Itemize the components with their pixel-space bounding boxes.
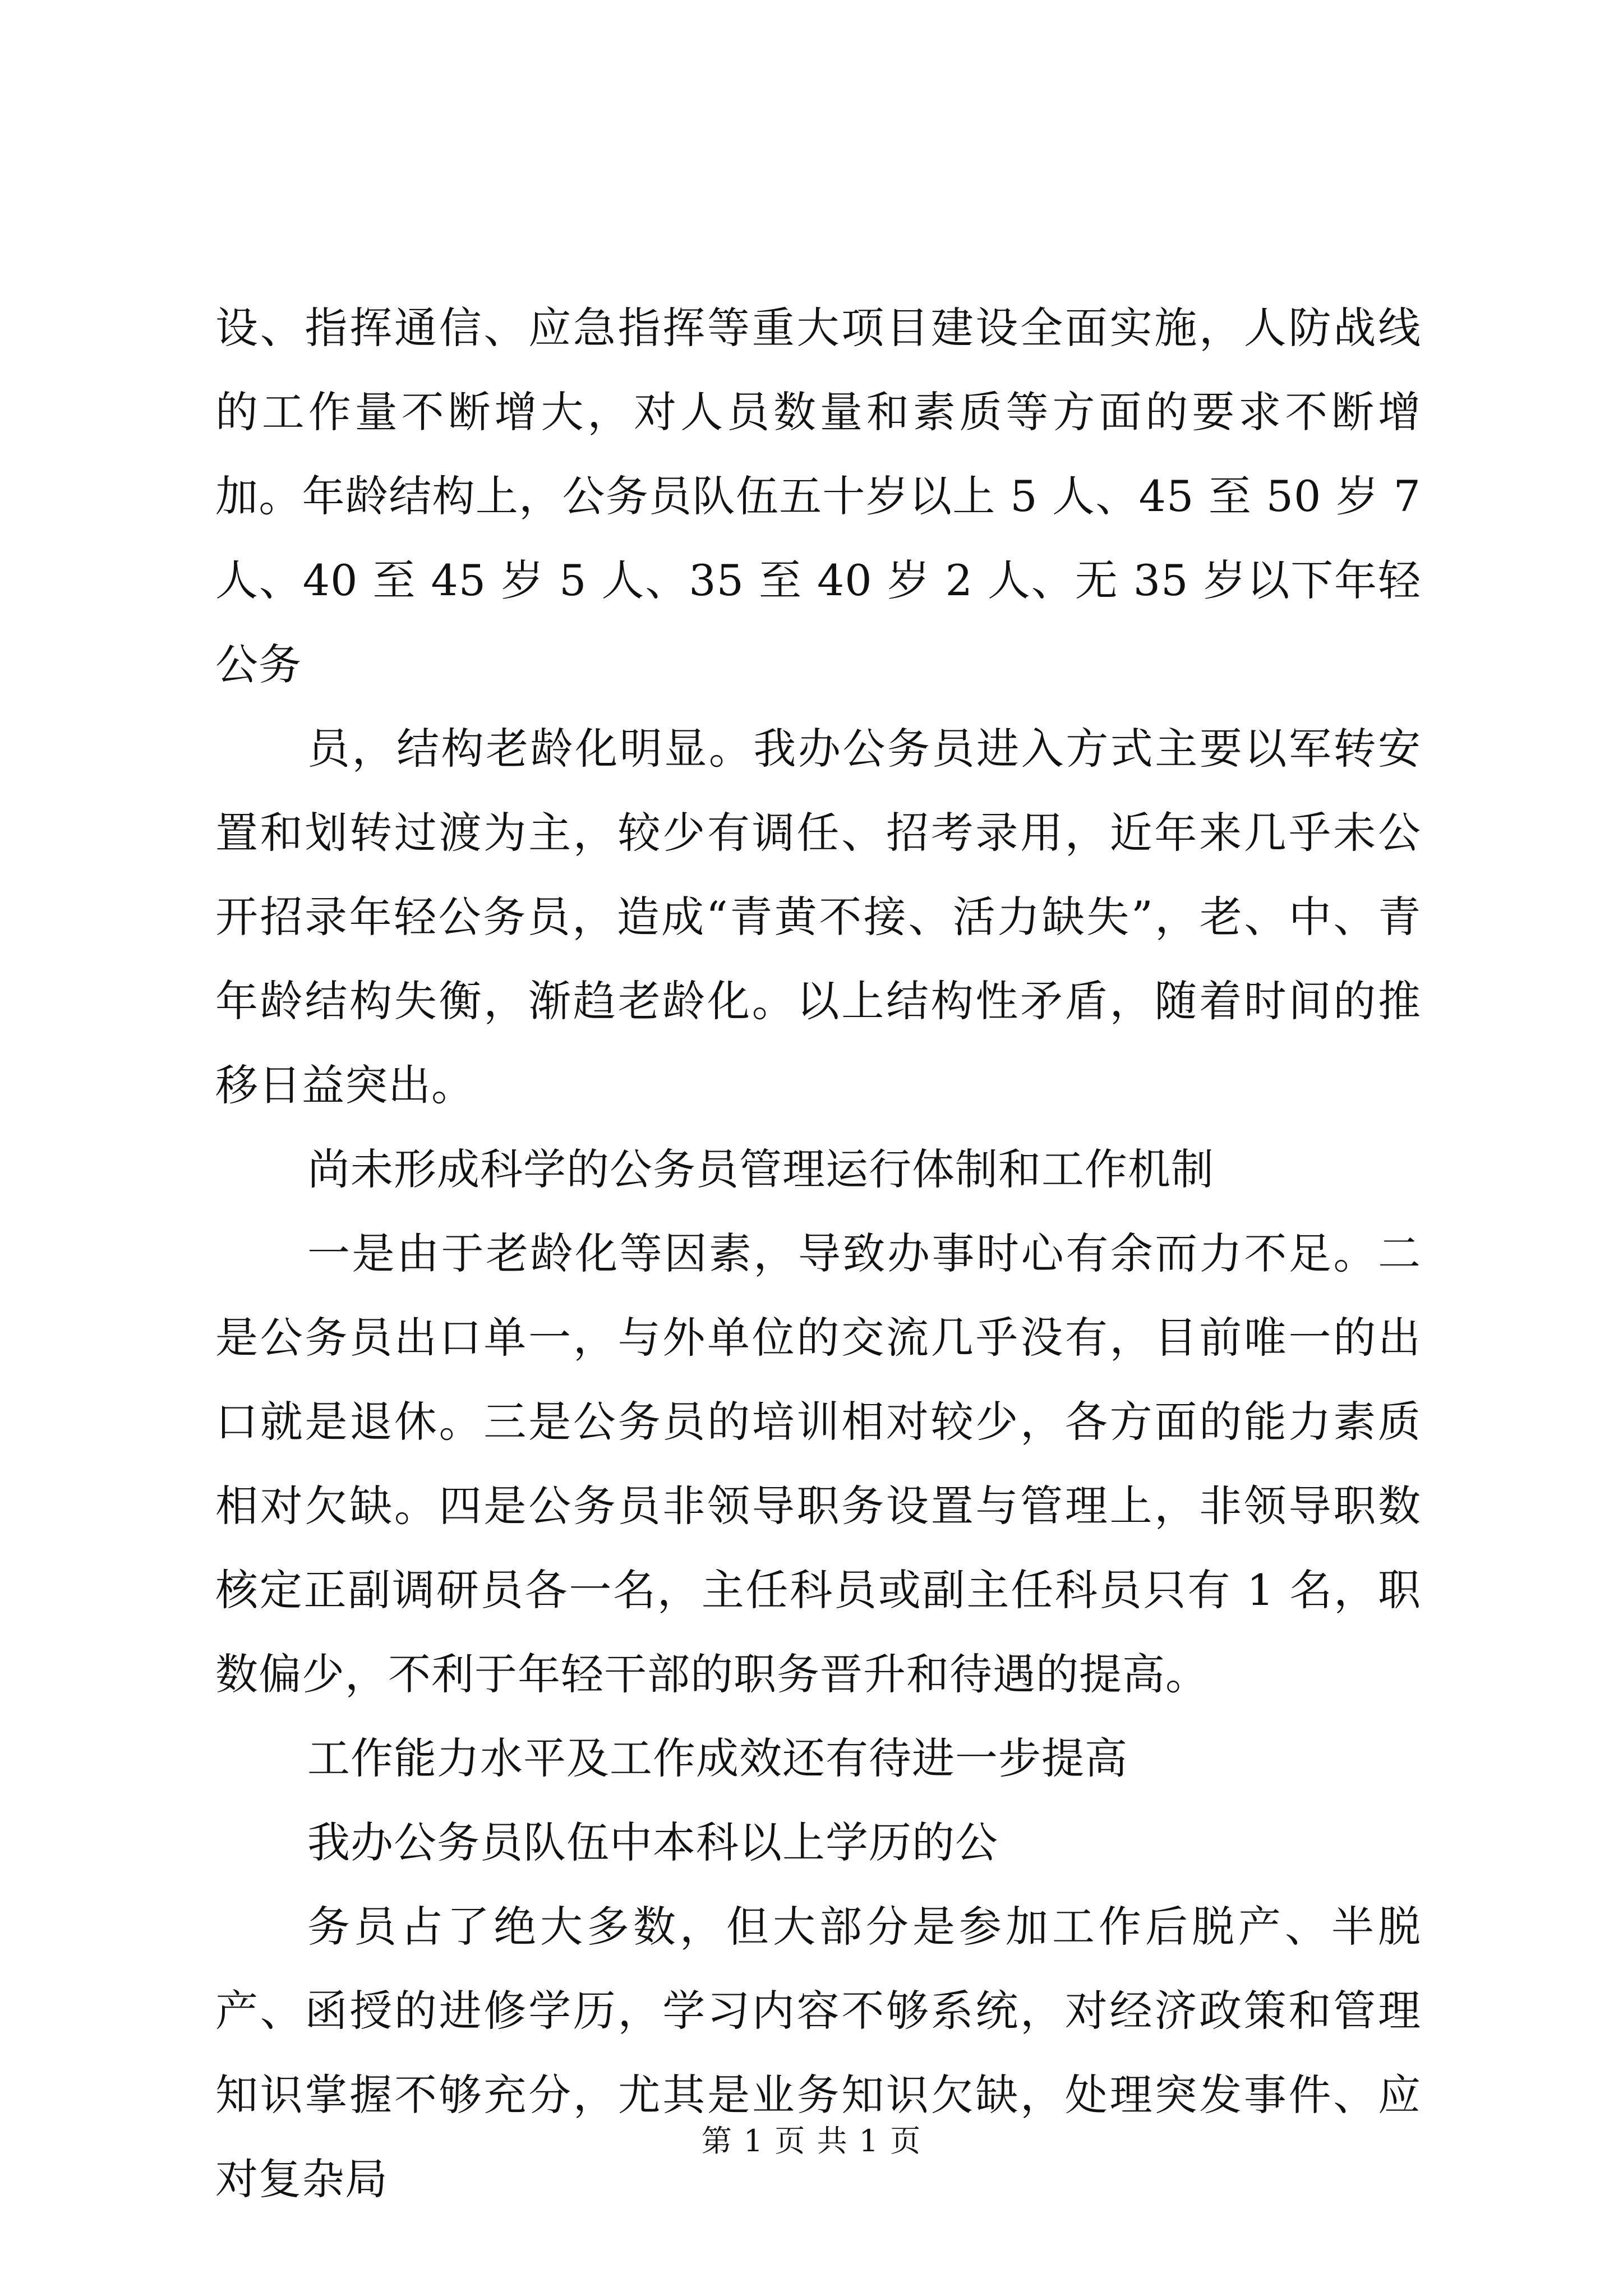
paragraph-2: 员，结构老龄化明显。我办公务员进入方式主要以军转安置和划转过渡为主，较少有调任、招考录用，近年来几乎未公开招录年轻公务员，造成“青黄不接、活力缺失”，老、中、青年龄结构失衡，渐趋老龄化。以上结构性矛盾，随着时间的推移日益突出。	[215, 724, 1421, 1110]
section-heading-ability: 工作能力水平及工作成效还有待进一步提高	[307, 1733, 1128, 1783]
page-footer: 第 1 页 共 1 页	[701, 2123, 922, 2159]
paragraph-5: 务员占了绝大多数，但大部分是参加工作后脱产、半脱产、函授的进修学历，学习内容不够系统，对经济政策和管理知识掌握不够充分，尤其是业务知识欠缺，处理突发事件、应对复杂局	[215, 1902, 1421, 2204]
paragraph-1: 设、指挥通信、应急指挥等重大项目建设全面实施，人防战线的工作量不断增大，对人员数量和素质等方面的要求不断增加。年龄结构上，公务员队伍五十岁以上 5 人、45 至 50 岁 7 人、40 至 45 岁 5 人、35 至 40 岁 2 人、无 35 岁以下年轻公务	[215, 303, 1421, 689]
document-body	[215, 286, 1421, 2221]
paragraph-4: 我办公务员队伍中本科以上学历的公	[307, 1818, 998, 1867]
paragraph-3: 一是由于老龄化等因素，导致办事时心有余而力不足。二是公务员出口单一，与外单位的交流几乎没有，目前唯一的出口就是退休。三是公务员的培训相对较少，各方面的能力素质相对欠缺。四是公务员非领导职务设置与管理上，非领导职数核定正副调研员各一名，主任科员或副主任科员只有 1 名，职数偏少，不利于年轻干部的职务晋升和待遇的提高。	[215, 1228, 1421, 1699]
section-heading-management: 尚未形成科学的公务员管理运行体制和工作机制	[307, 1144, 1214, 1194]
